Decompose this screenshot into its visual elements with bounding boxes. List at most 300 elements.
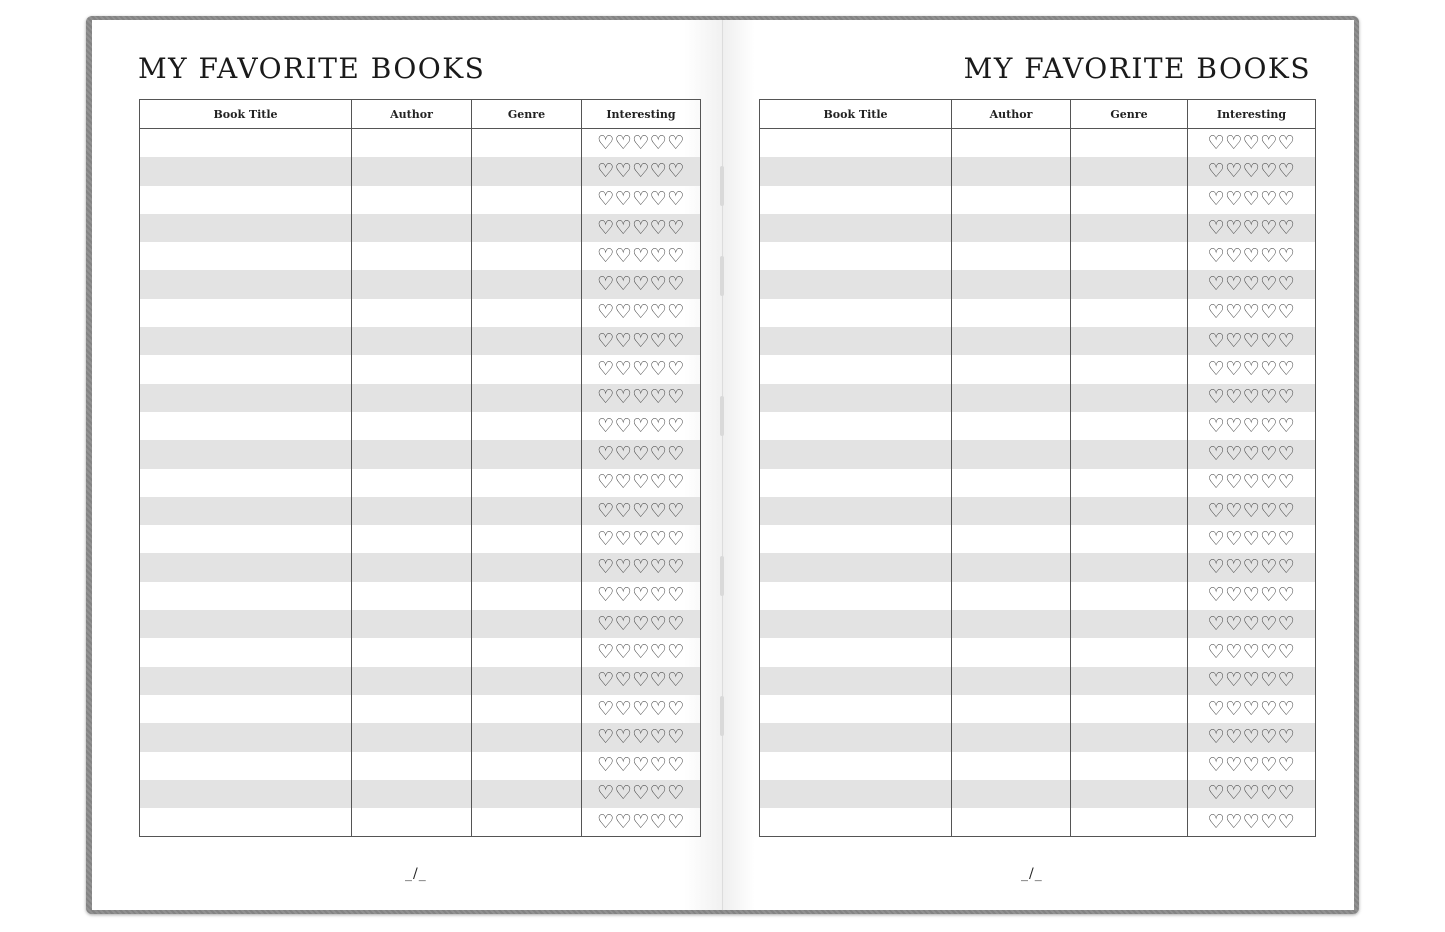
book-title-cell[interactable] — [140, 638, 352, 666]
table-row — [760, 186, 1316, 214]
genre-cell[interactable] — [472, 186, 582, 214]
author-cell[interactable] — [952, 242, 1071, 270]
genre-cell[interactable] — [1071, 638, 1188, 666]
author-cell[interactable] — [352, 355, 472, 383]
author-cell[interactable] — [352, 299, 472, 327]
table-row — [760, 412, 1316, 440]
genre-cell[interactable] — [1071, 469, 1188, 497]
author-cell[interactable] — [352, 497, 472, 525]
table-row — [140, 299, 701, 327]
rating-cell[interactable] — [1188, 355, 1316, 383]
book-title-cell[interactable] — [760, 723, 952, 751]
genre-cell[interactable] — [1071, 214, 1188, 242]
rating-cell[interactable] — [582, 723, 701, 751]
rating-cell[interactable] — [1188, 440, 1316, 468]
rating-cell[interactable] — [582, 667, 701, 695]
page-number: _/_ — [405, 866, 427, 882]
genre-cell[interactable] — [472, 129, 582, 158]
book-title-cell[interactable] — [760, 384, 952, 412]
table-row — [140, 553, 701, 581]
book-title-cell[interactable] — [760, 638, 952, 666]
genre-cell[interactable] — [1071, 186, 1188, 214]
book-title-cell[interactable] — [760, 355, 952, 383]
genre-cell[interactable] — [1071, 667, 1188, 695]
table-row — [760, 214, 1316, 242]
author-cell[interactable] — [952, 469, 1071, 497]
genre-cell[interactable] — [472, 610, 582, 638]
rating-cell[interactable] — [582, 270, 701, 298]
book-title-cell[interactable] — [760, 270, 952, 298]
book-title-cell[interactable] — [760, 553, 952, 581]
binding-stitch — [720, 696, 724, 736]
genre-cell[interactable] — [472, 553, 582, 581]
rating-cell[interactable] — [582, 752, 701, 780]
heart-rating-icon[interactable]: ♡♡♡♡♡ — [1207, 669, 1296, 692]
book-title-cell[interactable] — [140, 469, 352, 497]
binding-stitch — [720, 256, 724, 296]
table-row — [760, 808, 1316, 837]
rating-cell[interactable] — [1188, 497, 1316, 525]
author-cell[interactable] — [352, 186, 472, 214]
heart-rating-icon[interactable]: ♡♡♡♡♡ — [1207, 754, 1296, 777]
book-title-cell[interactable] — [760, 299, 952, 327]
table-row — [140, 582, 701, 610]
rating-cell[interactable] — [1188, 242, 1316, 270]
author-cell[interactable] — [952, 582, 1071, 610]
rating-cell[interactable] — [582, 497, 701, 525]
author-cell[interactable] — [352, 469, 472, 497]
rating-cell[interactable] — [582, 242, 701, 270]
rating-cell[interactable] — [582, 327, 701, 355]
rating-cell[interactable] — [1188, 384, 1316, 412]
genre-cell[interactable] — [1071, 384, 1188, 412]
heart-rating-icon[interactable]: ♡♡♡♡♡ — [597, 612, 685, 635]
genre-cell[interactable] — [1071, 355, 1188, 383]
book-title-cell[interactable] — [760, 582, 952, 610]
table-row — [760, 497, 1316, 525]
heart-rating-icon[interactable]: ♡♡♡♡♡ — [597, 442, 685, 465]
book-title-cell[interactable] — [140, 553, 352, 581]
author-cell[interactable] — [352, 553, 472, 581]
heart-rating-icon[interactable]: ♡♡♡♡♡ — [597, 556, 685, 579]
table-row — [760, 355, 1316, 383]
heart-rating-icon[interactable]: ♡♡♡♡♡ — [1207, 499, 1296, 522]
genre-cell[interactable] — [1071, 525, 1188, 553]
book-title-cell[interactable] — [760, 695, 952, 723]
rating-cell[interactable] — [582, 469, 701, 497]
rating-cell[interactable] — [1188, 610, 1316, 638]
genre-cell[interactable] — [472, 214, 582, 242]
heart-rating-icon[interactable]: ♡♡♡♡♡ — [597, 329, 685, 352]
rating-cell[interactable] — [1188, 752, 1316, 780]
author-cell[interactable] — [352, 667, 472, 695]
author-cell[interactable] — [352, 384, 472, 412]
book-title-cell[interactable] — [140, 270, 352, 298]
rating-cell[interactable] — [1188, 638, 1316, 666]
book-title-cell[interactable] — [140, 384, 352, 412]
genre-cell[interactable] — [472, 780, 582, 808]
genre-cell[interactable] — [472, 497, 582, 525]
left-page — [92, 20, 723, 910]
author-cell[interactable] — [952, 752, 1071, 780]
heart-rating-icon[interactable]: ♡♡♡♡♡ — [1207, 810, 1296, 833]
heart-rating-icon[interactable]: ♡♡♡♡♡ — [597, 188, 685, 211]
heart-rating-icon[interactable]: ♡♡♡♡♡ — [597, 640, 685, 663]
author-cell[interactable] — [952, 553, 1071, 581]
author-cell[interactable] — [952, 808, 1071, 837]
author-cell[interactable] — [352, 214, 472, 242]
genre-cell[interactable] — [1071, 695, 1188, 723]
author-cell[interactable] — [952, 780, 1071, 808]
author-cell[interactable] — [952, 129, 1071, 158]
heart-rating-icon[interactable]: ♡♡♡♡♡ — [1207, 442, 1296, 465]
rating-cell[interactable] — [582, 299, 701, 327]
book-title-cell[interactable] — [140, 667, 352, 695]
genre-cell[interactable] — [1071, 723, 1188, 751]
rating-cell[interactable] — [1188, 780, 1316, 808]
heart-rating-icon[interactable]: ♡♡♡♡♡ — [1207, 471, 1296, 494]
rating-cell[interactable] — [1188, 723, 1316, 751]
table-row — [140, 384, 701, 412]
genre-cell[interactable] — [472, 582, 582, 610]
rating-cell[interactable] — [582, 186, 701, 214]
table-header-row — [140, 100, 701, 129]
genre-cell[interactable] — [472, 384, 582, 412]
column-header-book-title: Book Title — [140, 100, 352, 129]
book-title-cell[interactable] — [760, 808, 952, 837]
table-row — [760, 780, 1316, 808]
book-title-cell[interactable] — [140, 412, 352, 440]
genre-cell[interactable] — [1071, 299, 1188, 327]
rating-cell[interactable] — [582, 638, 701, 666]
author-cell[interactable] — [952, 186, 1071, 214]
heart-rating-icon[interactable]: ♡♡♡♡♡ — [597, 301, 685, 324]
author-cell[interactable] — [952, 384, 1071, 412]
rating-cell[interactable] — [1188, 299, 1316, 327]
table-row — [140, 610, 701, 638]
book-title-cell[interactable] — [760, 327, 952, 355]
author-cell[interactable] — [952, 525, 1071, 553]
genre-cell[interactable] — [472, 808, 582, 837]
genre-cell[interactable] — [472, 327, 582, 355]
heart-rating-icon[interactable]: ♡♡♡♡♡ — [597, 471, 685, 494]
author-cell[interactable] — [952, 327, 1071, 355]
author-cell[interactable] — [952, 270, 1071, 298]
heart-rating-icon[interactable]: ♡♡♡♡♡ — [597, 386, 685, 409]
author-cell[interactable] — [352, 327, 472, 355]
genre-cell[interactable] — [472, 440, 582, 468]
genre-cell[interactable] — [1071, 610, 1188, 638]
rating-cell[interactable] — [1188, 129, 1316, 158]
genre-cell[interactable] — [472, 525, 582, 553]
heart-rating-icon[interactable]: ♡♡♡♡♡ — [1207, 612, 1296, 635]
table-row — [140, 667, 701, 695]
genre-cell[interactable] — [1071, 808, 1188, 837]
book-title-cell[interactable] — [140, 780, 352, 808]
book-title-cell[interactable] — [140, 695, 352, 723]
book-title-cell[interactable] — [140, 299, 352, 327]
heart-rating-icon[interactable]: ♡♡♡♡♡ — [597, 159, 685, 182]
table-row — [140, 469, 701, 497]
book-title-cell[interactable] — [760, 440, 952, 468]
heart-rating-icon[interactable]: ♡♡♡♡♡ — [1207, 244, 1296, 267]
column-header-genre: Genre — [472, 100, 582, 129]
table-row — [140, 327, 701, 355]
table-row — [140, 157, 701, 185]
genre-cell[interactable] — [1071, 157, 1188, 185]
table-row — [760, 384, 1316, 412]
author-cell[interactable] — [952, 638, 1071, 666]
rating-cell[interactable] — [582, 355, 701, 383]
book-title-cell[interactable] — [140, 752, 352, 780]
book-title-cell[interactable] — [760, 610, 952, 638]
heart-rating-icon[interactable]: ♡♡♡♡♡ — [1207, 414, 1296, 437]
heart-rating-icon[interactable]: ♡♡♡♡♡ — [597, 273, 685, 296]
heart-rating-icon[interactable]: ♡♡♡♡♡ — [597, 754, 685, 777]
table-row — [760, 157, 1316, 185]
rating-cell[interactable] — [1188, 157, 1316, 185]
heart-rating-icon[interactable]: ♡♡♡♡♡ — [597, 244, 685, 267]
heart-rating-icon[interactable]: ♡♡♡♡♡ — [597, 697, 685, 720]
heart-rating-icon[interactable]: ♡♡♡♡♡ — [1207, 329, 1296, 352]
table-row — [760, 610, 1316, 638]
book-title-cell[interactable] — [140, 129, 352, 158]
heart-rating-icon[interactable]: ♡♡♡♡♡ — [1207, 640, 1296, 663]
heart-rating-icon[interactable]: ♡♡♡♡♡ — [1207, 131, 1296, 154]
book-title-cell[interactable] — [760, 752, 952, 780]
genre-cell[interactable] — [1071, 497, 1188, 525]
author-cell[interactable] — [952, 214, 1071, 242]
rating-cell[interactable] — [582, 129, 701, 158]
table-row — [760, 469, 1316, 497]
heart-rating-icon[interactable]: ♡♡♡♡♡ — [1207, 159, 1296, 182]
column-header-genre: Genre — [1071, 100, 1188, 129]
heart-rating-icon[interactable]: ♡♡♡♡♡ — [1207, 216, 1296, 239]
page-title: MY FAVORITE BOOKS — [963, 52, 1311, 85]
author-cell[interactable] — [352, 752, 472, 780]
rating-cell[interactable] — [1188, 808, 1316, 837]
author-cell[interactable] — [352, 638, 472, 666]
column-header-interesting: Interesting — [1188, 100, 1316, 129]
book-title-cell[interactable] — [140, 440, 352, 468]
genre-cell[interactable] — [472, 752, 582, 780]
book-title-cell[interactable] — [140, 582, 352, 610]
rating-cell[interactable] — [582, 384, 701, 412]
book-title-cell[interactable] — [140, 808, 352, 837]
heart-rating-icon[interactable]: ♡♡♡♡♡ — [1207, 782, 1296, 805]
author-cell[interactable] — [352, 129, 472, 158]
genre-cell[interactable] — [1071, 752, 1188, 780]
author-cell[interactable] — [352, 412, 472, 440]
genre-cell[interactable] — [1071, 440, 1188, 468]
heart-rating-icon[interactable]: ♡♡♡♡♡ — [597, 414, 685, 437]
rating-cell[interactable] — [582, 157, 701, 185]
heart-rating-icon[interactable]: ♡♡♡♡♡ — [597, 527, 685, 550]
heart-rating-icon[interactable]: ♡♡♡♡♡ — [1207, 527, 1296, 550]
table-row — [760, 327, 1316, 355]
book-title-cell[interactable] — [140, 355, 352, 383]
heart-rating-icon[interactable]: ♡♡♡♡♡ — [1207, 301, 1296, 324]
genre-cell[interactable] — [472, 723, 582, 751]
table-row — [760, 752, 1316, 780]
heart-rating-icon[interactable]: ♡♡♡♡♡ — [1207, 358, 1296, 381]
heart-rating-icon[interactable]: ♡♡♡♡♡ — [1207, 386, 1296, 409]
table-row — [140, 242, 701, 270]
book-title-cell[interactable] — [760, 412, 952, 440]
heart-rating-icon[interactable]: ♡♡♡♡♡ — [597, 358, 685, 381]
rating-cell[interactable] — [1188, 667, 1316, 695]
author-cell[interactable] — [952, 667, 1071, 695]
rating-cell[interactable] — [1188, 270, 1316, 298]
heart-rating-icon[interactable]: ♡♡♡♡♡ — [1207, 584, 1296, 607]
table-row — [760, 553, 1316, 581]
rating-cell[interactable] — [1188, 695, 1316, 723]
heart-rating-icon[interactable]: ♡♡♡♡♡ — [597, 725, 685, 748]
rating-cell[interactable] — [1188, 582, 1316, 610]
book-title-cell[interactable] — [140, 214, 352, 242]
author-cell[interactable] — [352, 440, 472, 468]
genre-cell[interactable] — [1071, 412, 1188, 440]
book-title-cell[interactable] — [760, 497, 952, 525]
author-cell[interactable] — [952, 299, 1071, 327]
genre-cell[interactable] — [1071, 553, 1188, 581]
rating-cell[interactable] — [1188, 525, 1316, 553]
rating-cell[interactable] — [582, 610, 701, 638]
table-row — [760, 299, 1316, 327]
author-cell[interactable] — [352, 610, 472, 638]
column-header-author: Author — [952, 100, 1071, 129]
heart-rating-icon[interactable]: ♡♡♡♡♡ — [597, 584, 685, 607]
book-title-cell[interactable] — [760, 186, 952, 214]
book-title-cell[interactable] — [140, 610, 352, 638]
table-row — [140, 695, 701, 723]
genre-cell[interactable] — [1071, 327, 1188, 355]
author-cell[interactable] — [952, 157, 1071, 185]
genre-cell[interactable] — [472, 695, 582, 723]
rating-cell[interactable] — [1188, 412, 1316, 440]
table-row — [140, 723, 701, 751]
heart-rating-icon[interactable]: ♡♡♡♡♡ — [1207, 697, 1296, 720]
author-cell[interactable] — [352, 525, 472, 553]
table-row — [760, 270, 1316, 298]
rating-cell[interactable] — [1188, 469, 1316, 497]
book-title-cell[interactable] — [140, 723, 352, 751]
book-title-cell[interactable] — [760, 157, 952, 185]
book-title-cell[interactable] — [140, 186, 352, 214]
book-title-cell[interactable] — [760, 469, 952, 497]
author-cell[interactable] — [352, 695, 472, 723]
rating-cell[interactable] — [582, 553, 701, 581]
table-row — [140, 186, 701, 214]
genre-cell[interactable] — [472, 355, 582, 383]
genre-cell[interactable] — [472, 412, 582, 440]
genre-cell[interactable] — [1071, 129, 1188, 158]
author-cell[interactable] — [352, 723, 472, 751]
rating-cell[interactable] — [582, 440, 701, 468]
binding-stitch — [720, 396, 724, 436]
genre-cell[interactable] — [472, 270, 582, 298]
book-title-cell[interactable] — [140, 497, 352, 525]
book-title-cell[interactable] — [760, 525, 952, 553]
heart-rating-icon[interactable]: ♡♡♡♡♡ — [597, 499, 685, 522]
heart-rating-icon[interactable]: ♡♡♡♡♡ — [1207, 188, 1296, 211]
rating-cell[interactable] — [1188, 327, 1316, 355]
heart-rating-icon[interactable]: ♡♡♡♡♡ — [1207, 273, 1296, 296]
genre-cell[interactable] — [472, 638, 582, 666]
rating-cell[interactable] — [582, 412, 701, 440]
author-cell[interactable] — [952, 695, 1071, 723]
rating-cell[interactable] — [582, 695, 701, 723]
book-title-cell[interactable] — [140, 242, 352, 270]
genre-cell[interactable] — [472, 299, 582, 327]
table-body — [140, 129, 701, 837]
author-cell[interactable] — [952, 440, 1071, 468]
page-title: MY FAVORITE BOOKS — [138, 52, 486, 85]
author-cell[interactable] — [352, 780, 472, 808]
book-title-cell[interactable] — [760, 780, 952, 808]
genre-cell[interactable] — [1071, 780, 1188, 808]
heart-rating-icon[interactable]: ♡♡♡♡♡ — [597, 131, 685, 154]
book-title-cell[interactable] — [760, 129, 952, 158]
binding-stitch — [720, 166, 724, 206]
rating-cell[interactable] — [582, 582, 701, 610]
author-cell[interactable] — [952, 723, 1071, 751]
table-row — [140, 355, 701, 383]
genre-cell[interactable] — [1071, 582, 1188, 610]
heart-rating-icon[interactable]: ♡♡♡♡♡ — [597, 216, 685, 239]
genre-cell[interactable] — [1071, 270, 1188, 298]
table-row — [140, 412, 701, 440]
author-cell[interactable] — [952, 355, 1071, 383]
rating-cell[interactable] — [582, 214, 701, 242]
rating-cell[interactable] — [582, 808, 701, 837]
book-title-cell[interactable] — [760, 667, 952, 695]
rating-cell[interactable] — [582, 525, 701, 553]
author-cell[interactable] — [952, 610, 1071, 638]
author-cell[interactable] — [352, 270, 472, 298]
author-cell[interactable] — [352, 808, 472, 837]
heart-rating-icon[interactable]: ♡♡♡♡♡ — [597, 782, 685, 805]
book-title-cell[interactable] — [760, 242, 952, 270]
rating-cell[interactable] — [1188, 553, 1316, 581]
author-cell[interactable] — [352, 582, 472, 610]
author-cell[interactable] — [952, 412, 1071, 440]
book-title-cell[interactable] — [140, 525, 352, 553]
book-title-cell[interactable] — [140, 157, 352, 185]
genre-cell[interactable] — [472, 469, 582, 497]
author-cell[interactable] — [352, 157, 472, 185]
author-cell[interactable] — [952, 497, 1071, 525]
book-title-cell[interactable] — [760, 214, 952, 242]
heart-rating-icon[interactable]: ♡♡♡♡♡ — [1207, 725, 1296, 748]
heart-rating-icon[interactable]: ♡♡♡♡♡ — [597, 669, 685, 692]
genre-cell[interactable] — [1071, 242, 1188, 270]
genre-cell[interactable] — [472, 667, 582, 695]
table-row — [140, 525, 701, 553]
rating-cell[interactable] — [582, 780, 701, 808]
table-row — [760, 723, 1316, 751]
rating-cell[interactable] — [1188, 186, 1316, 214]
heart-rating-icon[interactable]: ♡♡♡♡♡ — [597, 810, 685, 833]
genre-cell[interactable] — [472, 157, 582, 185]
table-row — [140, 808, 701, 837]
book-title-cell[interactable] — [140, 327, 352, 355]
genre-cell[interactable] — [472, 242, 582, 270]
author-cell[interactable] — [352, 242, 472, 270]
table-row — [760, 582, 1316, 610]
rating-cell[interactable] — [1188, 214, 1316, 242]
heart-rating-icon[interactable]: ♡♡♡♡♡ — [1207, 556, 1296, 579]
